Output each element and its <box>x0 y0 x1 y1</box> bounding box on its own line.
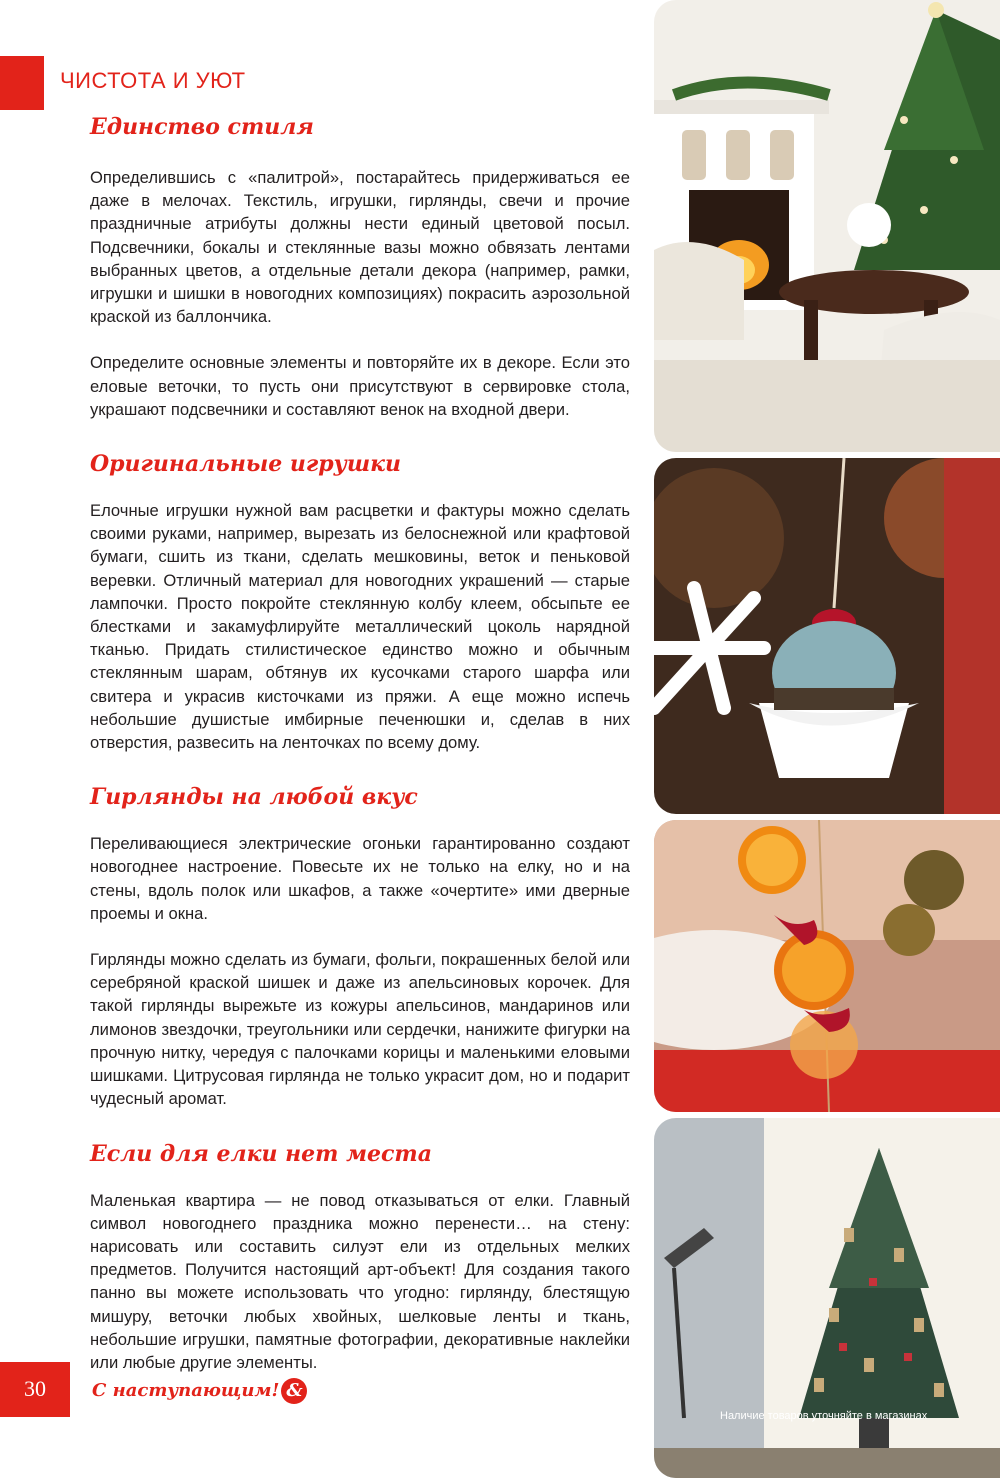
article-body <box>90 108 630 1374</box>
heading-garlands: Гирлянды на любой вкус <box>90 784 418 811</box>
paragraph: Маленькая квартира — не повод отказываться от елки. Главный символ новогоднего праздника можно перенести… на стену: нарисовать или составить силуэт ели из отдельных мелких предметов. Получится настоящий арт-объект! Для создания такого панно вы можете использовать что угодно: гирлянду, блестящую мишуру, веточки любых хвойных, шелковые ленты и ткань, небольшие игрушки, памятные фотографии, декоративные наклейки или любые другие элементы. <box>90 1190 630 1372</box>
photo-living-room-tree <box>654 0 1000 452</box>
section-label: ЧИСТОТА И УЮТ <box>60 68 246 93</box>
paragraph: Переливающиеся электрические огоньки гарантированно создают новогоднее настроение. Повесьте их не только на елку, но и на стены, вдоль полок или шкафов, а также «очертите» ими дверные проемы и окна. <box>90 834 630 923</box>
heading-original-toys: Оригинальные игрушки <box>90 451 401 478</box>
page-number: 30 <box>24 1376 46 1401</box>
ampersand-logo: & <box>281 1378 307 1404</box>
photo-wall-tree <box>654 1118 1000 1478</box>
heading-style-unity: Единство стиля <box>90 114 314 140</box>
paragraph: Гирлянды можно сделать из бумаги, фольги, покрашенных белой или серебряной краской шишек и даже из апельсиновых корочек. Для такой гирлянды вырежьте из кожуры апельсинов, мандаринов или лимонов звездочки, треугольники или сердечки, нанижите фигурки на прочную нитку, чередуя с палочками корицы и маленькими еловыми шишками. Цитрусовая гирлянда не только украсит дом, но и подарит чудесный аромат. <box>90 950 630 1109</box>
slogan-text: С наступающим! <box>92 1380 280 1401</box>
heading-no-space: Если для елки нет места <box>90 1140 432 1167</box>
paragraph: Определите основные элементы и повторяйте их в декоре. Если это еловые веточки, то пусть они присутствуют в сервировке стола, украшают подсвечники и составляют венок на входной двери. <box>90 353 630 419</box>
header-red-tab <box>0 56 44 110</box>
availability-disclaimer: Наличие товаров уточняйте в магазинах <box>720 1410 928 1422</box>
paragraph: Определившись с «палитрой», постарайтесь придерживаться ее даже в мелочах. Текстиль, игрушки, гирлянды, свечи и прочие праздничные атрибуты должны нести единый цветовой посыл. Подсвечники, бокалы и стеклянные вазы можно обвязать лентами выбранных цветов, а отдельные детали декора (например, рамки, игрушки и шишки в новогодних композициях) покрасить аэрозольной краской из баллончика. <box>90 168 630 327</box>
photo-cupcake-ornament <box>654 458 1000 814</box>
photo-orange-garland <box>654 820 1000 1112</box>
footer-slogan <box>92 1378 307 1404</box>
paragraph: Елочные игрушки нужной вам расцветки и фактуры можно сделать своими руками, например, вырезать из белоснежной или крафтовой бумаги, сшить из ткани, сделать мешковины, веток и пеньковой веревки. Отличный материал для новогодних украшений — старые лампочки. Просто покройте стеклянную колбу клеем, обсыпьте ее блестками и закамуфлируйте металлический цоколь нарядной тканью. Придать стилистическое единство можно и обычным стеклянным шарам, обтянув их кусочками старого шарфа или свитера и украсив кисточками из пряжи. А еще можно испечь небольшие душистые имбирные печенюшки и, сделав в них отверстия, развесить на ленточках по всему дому. <box>90 501 630 753</box>
